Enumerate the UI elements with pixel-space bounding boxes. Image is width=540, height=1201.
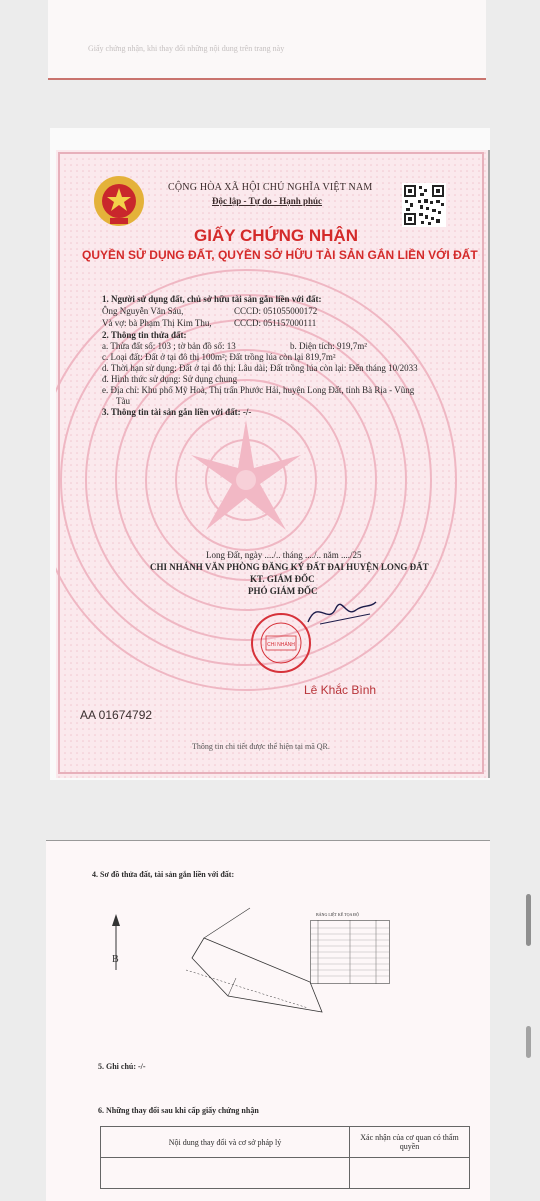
signer-name: Lê Khắc Bình — [304, 683, 377, 697]
section-5-notes: 5. Ghi chú: -/- — [98, 1062, 146, 1071]
qr-code-icon[interactable] — [402, 183, 446, 227]
address-continued: Tàu — [116, 396, 130, 406]
scrollbar-thumb[interactable] — [526, 894, 531, 946]
land-type: c. Loại đất: Đất ở tại đô thị 100m²; Đất trồng lúa còn lại 819,7m² — [102, 352, 336, 362]
section-6-label: 6. Những thay đổi sau khi cấp giấy chứng nhận — [98, 1106, 259, 1115]
scrollbar-thumb-secondary[interactable] — [526, 1026, 531, 1058]
certificate-title: GIẤY CHỨNG NHẬN — [194, 226, 358, 245]
usage-term: d. Thời hạn sử dụng: Đất ở tại đô thị: Lâu dài; Đất trồng lúa còn lại: Đến tháng 10/2033 — [102, 363, 418, 373]
issue-date: Long Đất, ngày ..../.. tháng ..../.. năm ..../25 — [206, 550, 362, 560]
changes-column-confirmation: Xác nhận của cơ quan có thẩm quyền — [350, 1127, 470, 1158]
svg-text:CHI NHÁNH: CHI NHÁNH — [267, 642, 295, 648]
parcel-number: a. Thửa đất số: 103 ; tờ bản đồ số: 13 — [102, 341, 236, 351]
national-motto: Độc lập - Tự do - Hạnh phúc — [212, 196, 323, 206]
section-4-label: 4. Sơ đồ thửa đất, tài sản gắn liền với đất: — [92, 870, 235, 879]
qr-footnote: Thông tin chi tiết được thể hiện tại mã QR. — [192, 742, 330, 751]
changes-row-empty-1 — [101, 1158, 350, 1189]
coordinate-table — [310, 920, 390, 984]
section-2-label: 2. Thông tin thửa đất: — [102, 330, 187, 340]
owner-1-name: Ông Nguyễn Văn Sáu, — [102, 306, 184, 316]
parcel-area: b. Diện tích: 919,7m² — [290, 341, 367, 351]
owner-1-id: CCCD: 051055000172 — [234, 306, 318, 316]
parcel-diagram — [100, 900, 340, 1040]
coordinate-table-title: BẢNG LIỆT KÊ TỌA ĐỘ — [316, 912, 359, 917]
certificate-subtitle: QUYỀN SỬ DỤNG ĐẤT, QUYỀN SỞ HỮU TÀI SẢN GẮN LIỀN VỚI ĐẤT — [82, 248, 478, 262]
signature-icon — [300, 588, 380, 632]
vice-director: PHÓ GIÁM ĐỐC — [248, 586, 318, 596]
changes-column-content: Nội dung thay đổi và cơ sở pháp lý — [101, 1127, 350, 1158]
serial-number: AA 01674792 — [80, 708, 153, 722]
previous-page — [48, 0, 486, 80]
owner-2-id: CCCD: 051157000111 — [234, 318, 317, 328]
national-emblem-icon — [92, 174, 146, 228]
kt-director: KT. GIÁM ĐỐC — [250, 574, 315, 584]
changes-row-empty-2 — [350, 1158, 470, 1189]
usage-form: đ. Hình thức sử dụng: Sử dụng chung — [102, 374, 238, 384]
section-1-label: 1. Người sử dụng đất, chủ sở hữu tài sản gắn liền với đất: — [102, 294, 322, 304]
faded-text: Giấy chứng nhận, khi thay đổi những nội dung trên trang này — [88, 44, 285, 53]
address: e. Địa chỉ: Khu phố Mỹ Hoà, Thị trấn Phước Hải, huyện Long Đất, tỉnh Bà Rịa - Vũng — [102, 385, 415, 395]
owner-2-name: Và vợ: bà Phạm Thị Kim Thu, — [102, 318, 212, 328]
issuing-office: CHI NHÁNH VĂN PHÒNG ĐĂNG KÝ ĐẤT ĐAI HUYỆN LONG ĐẤT — [150, 562, 429, 572]
compass-letter: B — [112, 954, 119, 965]
changes-table — [100, 1126, 470, 1189]
section-3-label: 3. Thông tin tài sản gắn liền với đất: -/- — [102, 407, 252, 417]
nation-name: CỘNG HÒA XÃ HỘI CHỦ NGHĨA VIỆT NAM — [168, 182, 373, 193]
